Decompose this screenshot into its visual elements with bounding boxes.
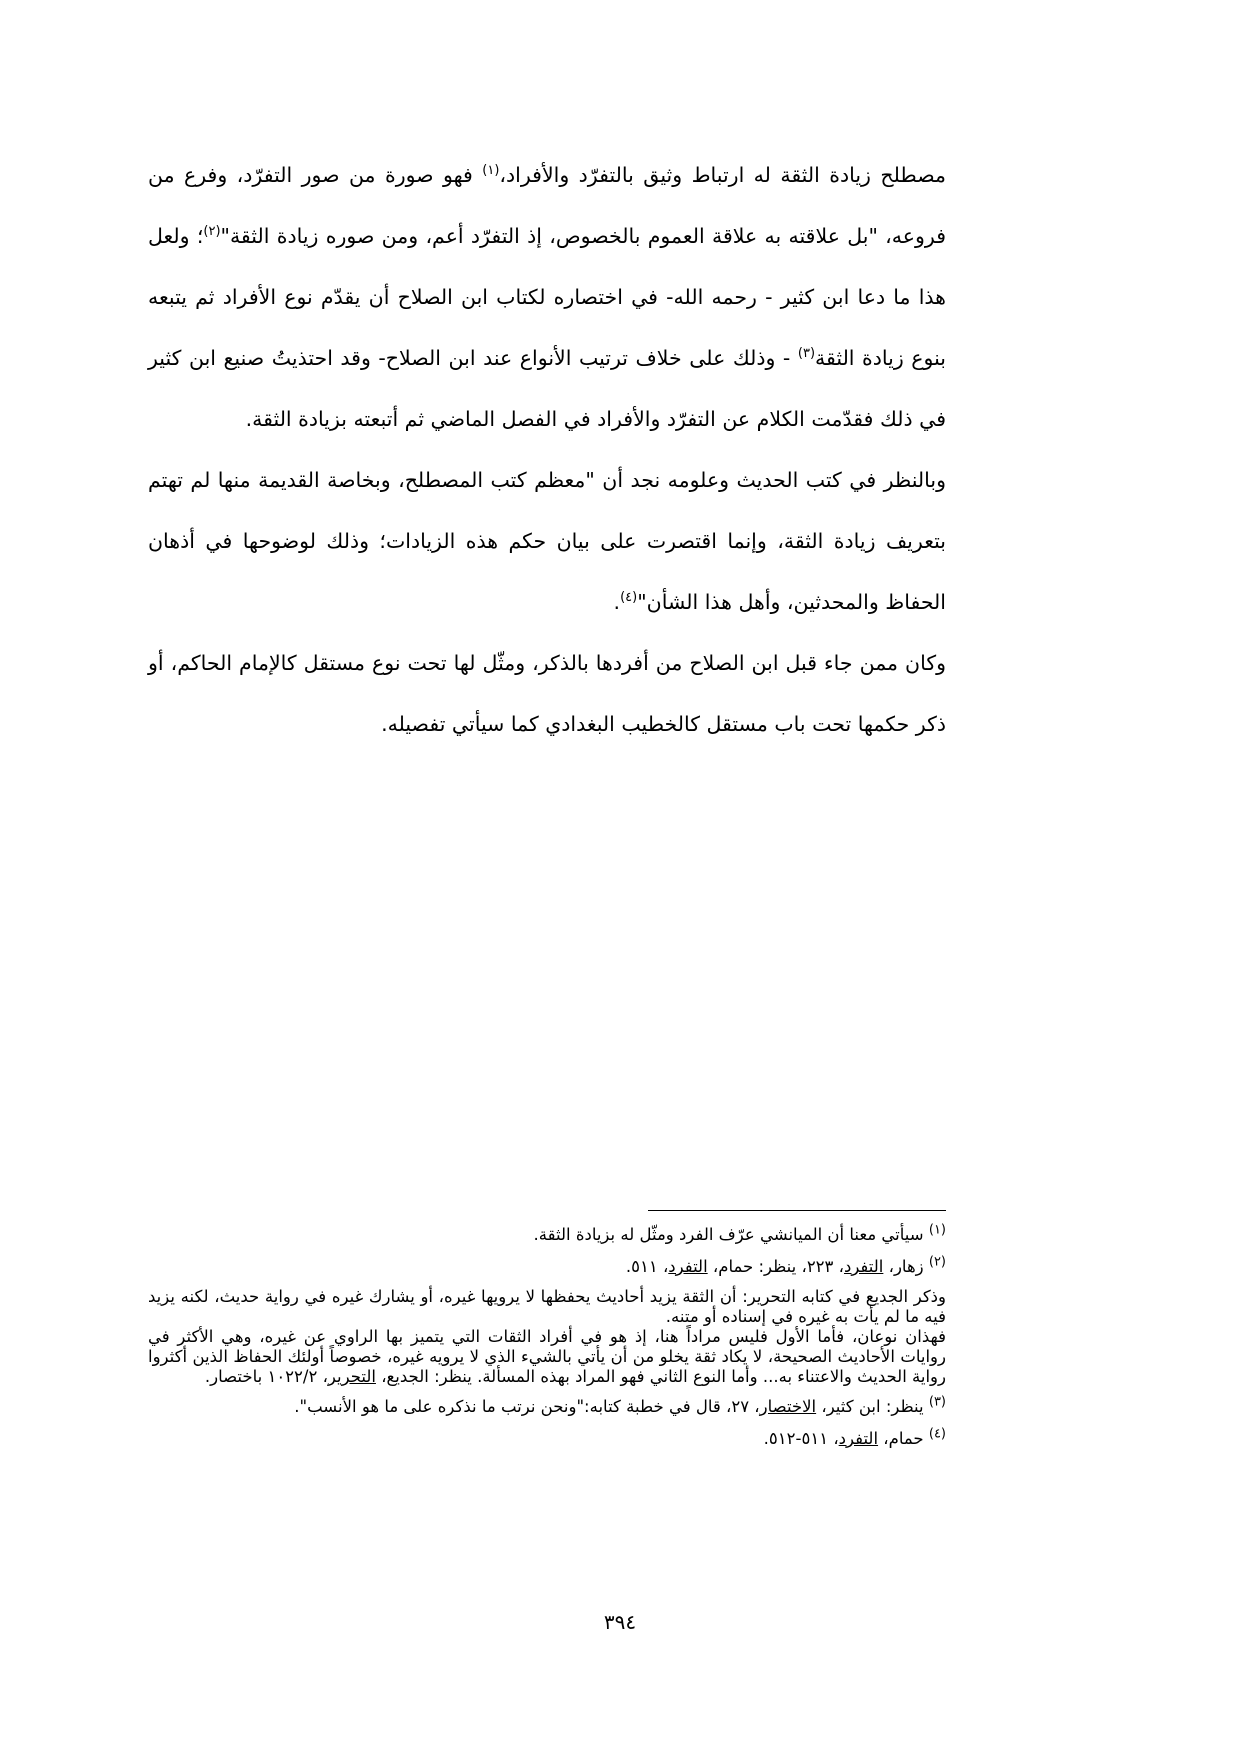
text-line: ؛ ولعل هذا ما دعا ابن كثير - رحمه الله- في اختصاره لكتاب ابن الصلاح [148,224,946,309]
footnote-2-sub-1 [148,1287,946,1327]
book-title: الاختصار [759,1397,817,1416]
footnote-text: سيأتي معنا أن الميانشي عرّف الفرد ومثّل له بزيادة الثقة. [533,1225,929,1244]
footnote-marker: (٤) [928,1426,946,1442]
paragraph-3 [148,633,946,755]
book-title: التفرد [838,1429,879,1448]
paragraph-1 [148,145,946,450]
text-line: أن يقدّم نوع الأفراد ثم يتبعه بنوع زيادة الثقة [148,285,947,370]
text-line: الفصل الماضي ثم أتبعته بزيادة الثقة. [245,407,558,431]
footnote-marker: (٢) [928,1254,946,1270]
footnote-text: زهار، [883,1257,929,1276]
footnote-ref-1[interactable]: (١) [482,163,500,179]
text-line: زيادة الثقة" [220,224,319,248]
text-line: . [613,590,621,614]
footnote-text: فهذان نوعان، فأما الأول فليس مراداً هنا، إذ هو في أفراد الثقات التي يتميز بها الراوي عن غيره، وهي الأكثر في روايات الأحاديث الصحيحة، لا يكاد ثقة يخلو من أن يأتي بالشيء الذي لا يرويه غيره، خصوصاً أولئك الحفاظ الذين أكثروا رواية الحديث والاعتناء به... وأما النوع الثاني فهو المراد بهذه المسألة. ينظر: الجديع، [148,1327,946,1386]
footnote-ref-4[interactable]: (٤) [620,590,638,606]
footnote-ref-2[interactable]: (٢) [203,224,221,240]
footnote-2 [148,1254,946,1387]
footnote-divider [648,1210,946,1211]
book-title: التفرد [668,1257,708,1276]
footnote-2-main [148,1254,946,1277]
footnote-marker: (١) [928,1222,946,1238]
text-line: وكان ممن جاء قبل ابن الصلاح من أفردها بالذكر، ومثّل لها تحت نوع مستقل كالإمام [239,651,946,675]
text-line: الحاكم، أو ذكر حكمها تحت باب مستقل كالخطيب البغدادي كما سيأتي تفصيله. [148,651,946,736]
footnote-text: وذكر الجديع في كتابه التحرير: أن الثقة يزيد أحاديث يحفظها لا يرويها غيره، أو يشارك غيره في رواية حديث، لكنه يزيد فيه ما لم يأت به غيره في إسناده أو متنه. [148,1287,946,1326]
footnote-text: ينظر: ابن كثير، [816,1397,929,1416]
footnote-3 [148,1394,946,1417]
footnote-text: ، ٢٧، قال في خطبة كتابه:"ونحن نرتب ما نذكره على ما هو الأنسب". [294,1397,760,1416]
text-line: وبالنظر في كتب الحديث وعلومه نجد أن "معظم كتب المصطلح، وبخاصة القديمة منها [217,468,947,492]
footnote-text: ، ٢٢٣، ينظر: حمام، [707,1257,844,1276]
text-line: مصطلح زيادة الثقة له ارتباط وثيق بالتفرّد والأفراد، [499,163,946,187]
page-number: ٣٩٤ [603,1610,637,1634]
footnote-text: ، ٥١١-٥١٢. [763,1429,839,1448]
main-text [148,145,946,755]
text-line: ابن الصلاح- وقد احتذيتُ صنيع ابن كثير في ذلك فقدّمت الكلام عن التفرّد والأفراد في [148,346,946,431]
footnote-1 [148,1222,946,1245]
footnote-ref-3[interactable]: (٣) [797,346,816,362]
footnote-2-sub-2 [148,1327,946,1387]
footnotes-section [148,1222,946,1461]
footnote-4 [148,1426,946,1449]
footnote-text: ، ٥١١. [625,1257,669,1276]
text-line: - وذلك على خلاف ترتيب الأنواع عند [483,346,798,370]
paragraph-2 [148,450,946,633]
footnote-marker: (٣) [928,1394,946,1410]
footnote-text: حمام، [878,1429,929,1448]
text-line: لم تهتم بتعريف زيادة الثقة، وإنما اقتصرت على بيان حكم هذه الزيادات؛ وذلك [148,468,946,553]
text-line: لوضوحها في أذهان الحفاظ والمحدثين، وأهل هذا الشأن" [148,529,946,614]
text-line: فهو صورة من صور التفرّد، [236,163,473,187]
book-title: التفرد [843,1257,884,1276]
text-line: وفرع من فروعه، "بل علاقته به علاقة العموم بالخصوص، إذ التفرّد أعم، ومن صوره [148,163,947,248]
book-title: التحرير [327,1367,376,1386]
footnote-text: ، ١٠٢٢/٢ باختصار. [204,1367,328,1386]
